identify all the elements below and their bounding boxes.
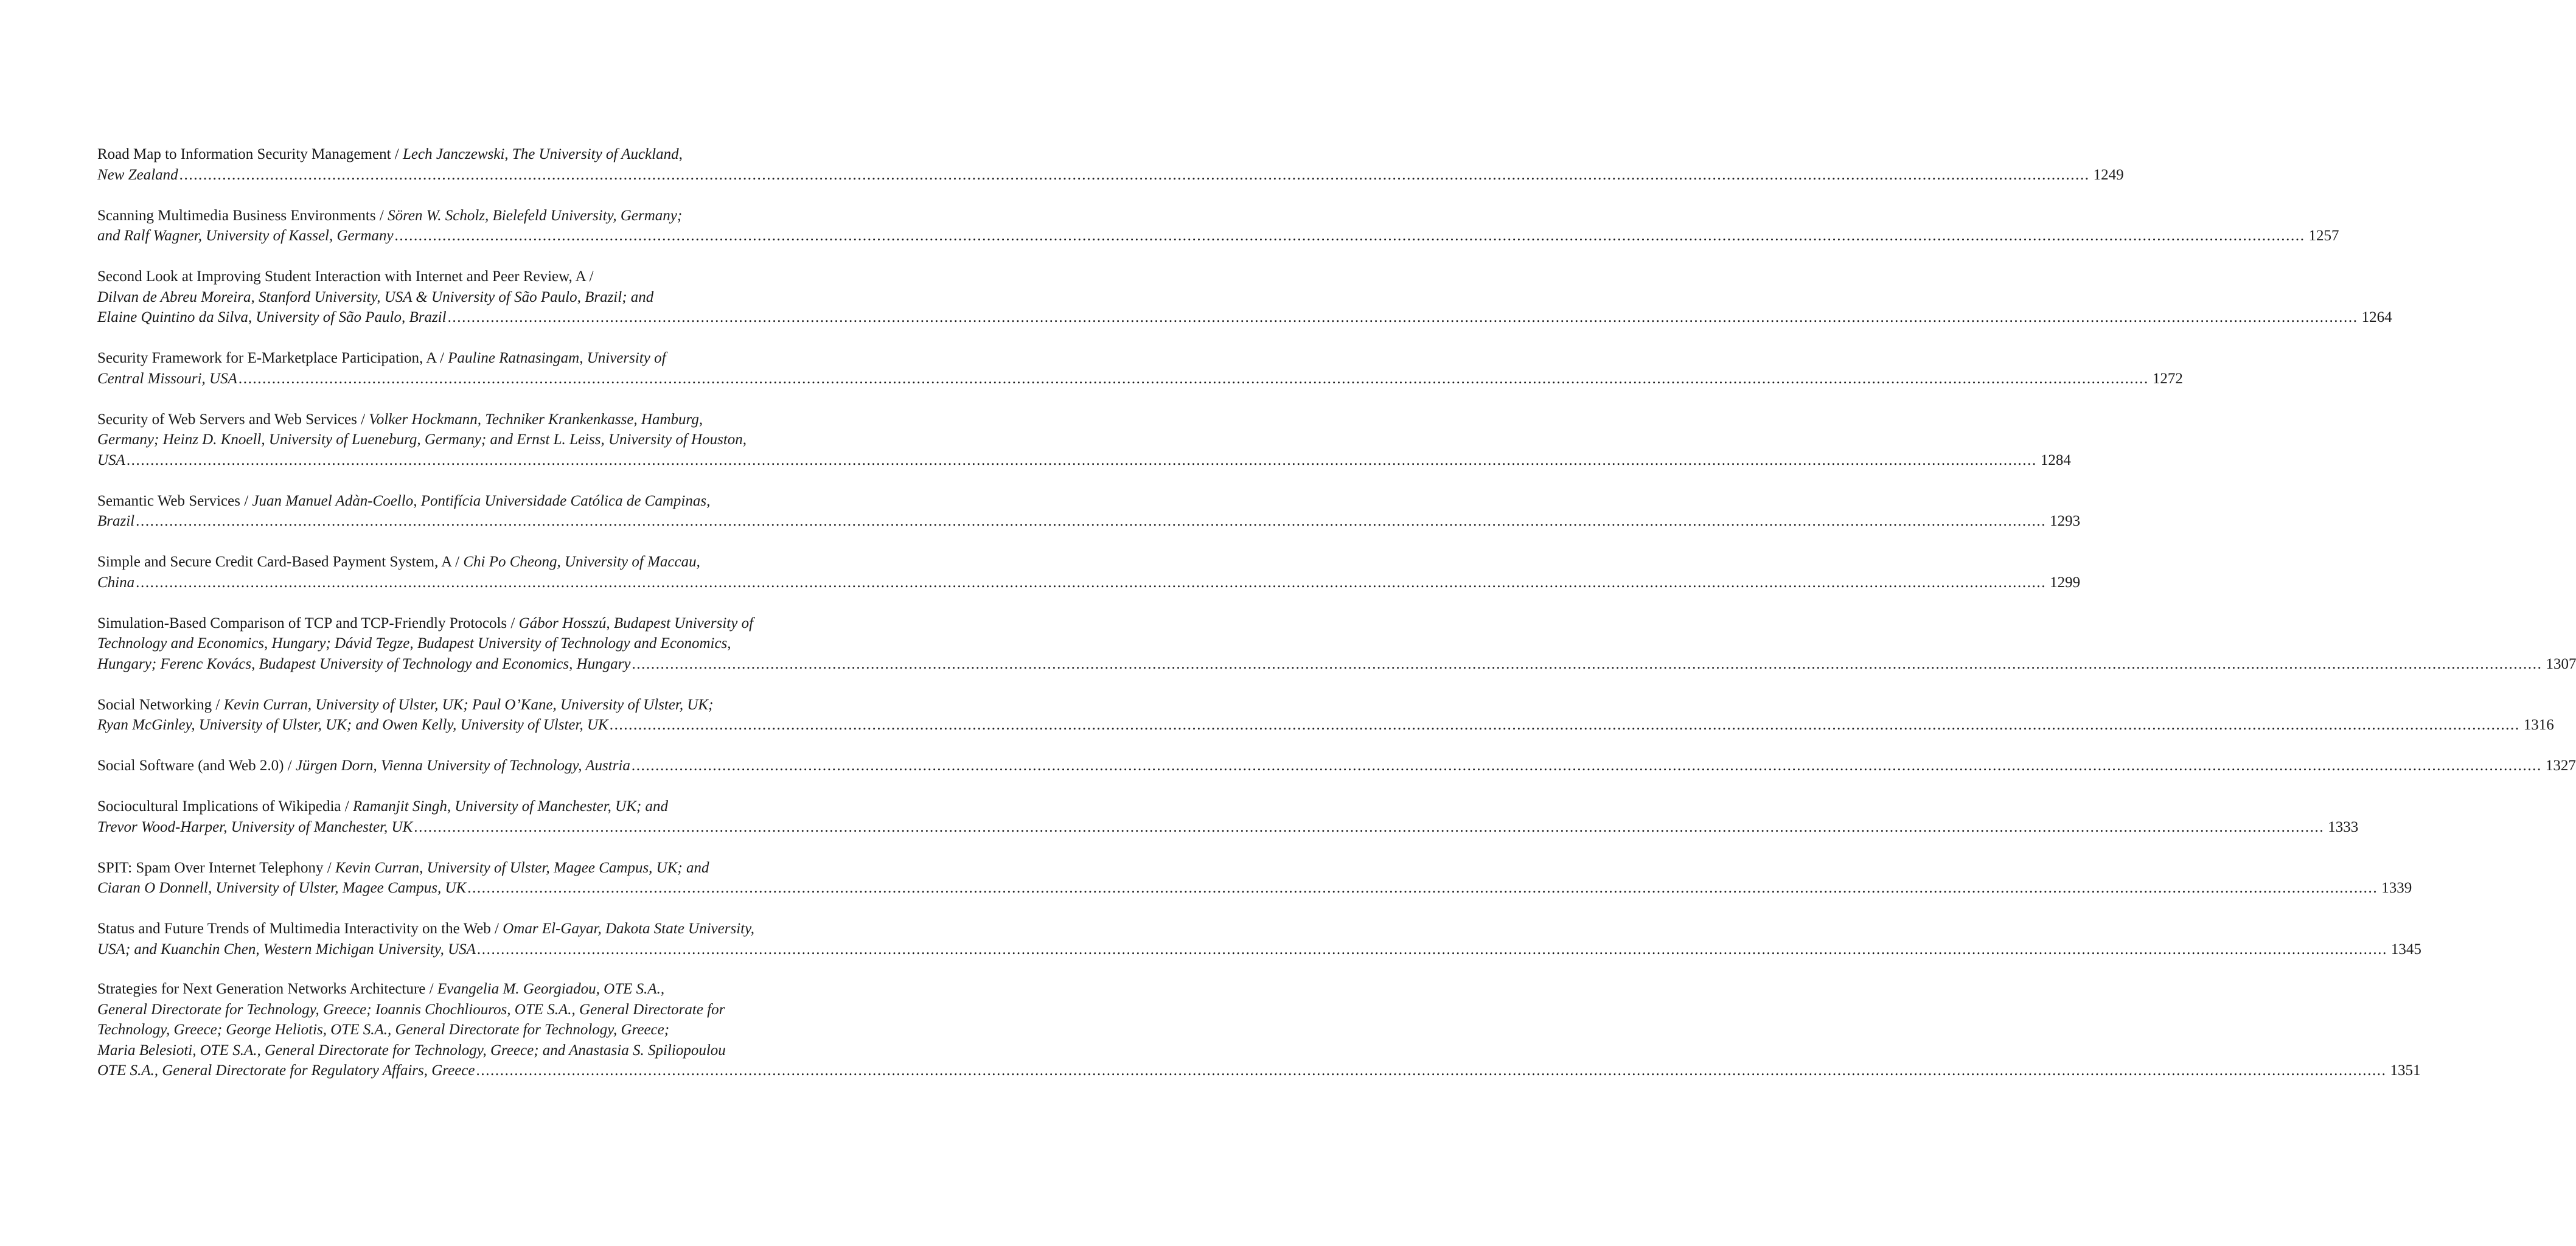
toc-entry-line — [97, 1020, 846, 1040]
toc-entry-line: Security Framework for E-Marketplace Participation, A / Pauline Ratnasingam, University of — [97, 350, 666, 366]
toc-entry-last-line — [97, 715, 2554, 736]
toc-entry-line: SPIT: Spam Over Internet Telephony / Kevin Curran, University of Ulster, Magee Campus, UK; and — [97, 859, 709, 876]
entry-authors: Elaine Quintino da Silva, University of São Paulo, Brazil — [97, 309, 447, 325]
page-number: 1293 — [2050, 513, 2081, 529]
toc-entry-line: Simulation-Based Comparison of TCP and TCP-Friendly Protocols / Gábor Hosszú, Budapest University of — [97, 614, 754, 632]
entry-authors: Kevin Curran, University of Ulster, Magee Campus, UK; and — [335, 859, 709, 876]
toc-entry-line — [97, 633, 846, 654]
page-number: 1351 — [2390, 1062, 2421, 1079]
entry-title: Scanning Multimedia Business Environments — [97, 207, 376, 224]
toc-entry-last-line — [97, 369, 2183, 389]
toc-entry-line — [97, 287, 846, 308]
page-number: 1249 — [2093, 166, 2124, 183]
entry-authors: Maria Belesioti, OTE S.A., General Directorate for Technology, Greece; and Anastasia S. Spiliopoulou — [97, 1042, 726, 1059]
dot-leader: ................................................................................................................................................................................................................................................................................................................................................................................................................ — [476, 941, 2387, 958]
entry-authors: New Zealand — [97, 166, 178, 183]
dot-leader: ................................................................................................................................................................................................................................................................................................................................................................................................................ — [447, 309, 2358, 325]
entry-authors: Ciaran O Donnell, University of Ulster, Magee Campus, UK — [97, 880, 467, 896]
entry-title: Semantic Web Services — [97, 492, 240, 509]
toc-entry-line: Status and Future Trends of Multimedia Interactivity on the Web / Omar El-Gayar, Dakota State University, — [97, 921, 755, 937]
entry-authors: Germany; Heinz D. Knoell, University of Lueneburg, Germany; and Ernst L. Leiss, University of Houston, — [97, 431, 747, 448]
page-number: 1316 — [2523, 717, 2554, 733]
toc-entry — [97, 144, 2124, 185]
entry-authors: Ryan McGinley, University of Ulster, UK; and Owen Kelly, University of Ulster, UK — [97, 717, 608, 733]
page-number: 1299 — [2050, 574, 2081, 591]
toc-entry — [97, 695, 2554, 736]
dot-leader: ................................................................................................................................................................................................................................................................................................................................................................................................................ — [632, 655, 2543, 672]
entry-authors: Brazil — [97, 513, 135, 529]
entry-authors: Jürgen Dorn, Vienna University of Technology, Austria — [295, 757, 630, 774]
dot-leader: ................................................................................................................................................................................................................................................................................................................................................................................................................ — [238, 370, 2149, 387]
entry-title: Sociocultural Implications of Wikipedia — [97, 798, 341, 815]
toc-entry — [97, 552, 2081, 593]
entry-authors: Juan Manuel Adàn-Coello, Pontifícia Universidade Católica de Campinas, — [252, 492, 711, 509]
page-number: 1327 — [2545, 757, 2576, 774]
dot-leader: ................................................................................................................................................................................................................................................................................................................................................................................................................ — [414, 818, 2325, 835]
dot-leader: ................................................................................................................................................................................................................................................................................................................................................................................................................ — [179, 166, 2090, 183]
entry-authors: Central Missouri, USA — [97, 370, 237, 387]
dot-leader: ................................................................................................................................................................................................................................................................................................................................................................................................................ — [394, 228, 2305, 244]
toc-entry — [97, 491, 2081, 532]
dot-leader: ................................................................................................................................................................................................................................................................................................................................................................................................................ — [136, 513, 2047, 529]
page-number: 1257 — [2308, 228, 2339, 244]
dot-leader: ................................................................................................................................................................................................................................................................................................................................................................................................................ — [126, 451, 2037, 468]
entry-authors: Gábor Hosszú, Budapest University of — [518, 614, 754, 632]
toc-entry — [97, 979, 2421, 1081]
toc-entry-line: Semantic Web Services / Juan Manuel Adàn-Coello, Pontifícia Universidade Católica de Campinas, — [97, 492, 711, 509]
toc-entry-line: Security of Web Servers and Web Services / Volker Hockmann, Techniker Krankenkasse, Hamburg, — [97, 411, 703, 428]
entry-title: Security of Web Servers and Web Services — [97, 411, 357, 428]
entry-authors: Volker Hockmann, Techniker Krankenkasse, Hamburg, — [369, 411, 703, 428]
toc-entry-last-line — [97, 1060, 2421, 1081]
toc-entry-line — [97, 1000, 846, 1020]
entry-title: Social Software (and Web 2.0) — [97, 757, 284, 774]
toc-entry — [97, 348, 2183, 389]
entry-authors: Sören W. Scholz, Bielefeld University, Germany; — [388, 207, 683, 224]
toc-entry-line: Simple and Secure Credit Card-Based Payment System, A / Chi Po Cheong, University of Maccau, — [97, 554, 700, 570]
entry-authors: Omar El-Gayar, Dakota State University, — [503, 921, 755, 937]
entry-title: Simulation-Based Comparison of TCP and TCP-Friendly Protocols — [97, 614, 507, 632]
toc-entry — [97, 919, 2421, 959]
toc-entry-last-line — [97, 939, 2421, 960]
entry-title: Security Framework for E-Marketplace Participation, A — [97, 350, 436, 366]
entry-title: Second Look at Improving Student Interaction with Internet and Peer Review, A — [97, 268, 586, 285]
toc-entry — [97, 858, 2412, 899]
entry-authors: Chi Po Cheong, University of Maccau, — [463, 554, 700, 570]
toc-entry-last-line — [97, 307, 2392, 328]
entry-title: Road Map to Information Security Management — [97, 146, 391, 162]
entry-authors: Ramanjit Singh, University of Manchester, UK; and — [352, 798, 668, 815]
dot-leader: ................................................................................................................................................................................................................................................................................................................................................................................................................ — [467, 880, 2378, 896]
page-number: 1339 — [2381, 880, 2412, 896]
entry-authors: Lech Janczewski, The University of Auckland, — [402, 146, 683, 162]
toc-entry-last-line — [97, 878, 2412, 899]
entry-authors: and Ralf Wagner, University of Kassel, Germany — [97, 228, 394, 244]
entry-title: Strategies for Next Generation Networks Architecture — [97, 981, 426, 997]
toc-entry-last-line — [97, 511, 2081, 532]
toc-entry-line: Second Look at Improving Student Interaction with Internet and Peer Review, A / — [97, 268, 594, 285]
dot-leader: ................................................................................................................................................................................................................................................................................................................................................................................................................ — [136, 574, 2047, 591]
entry-authors: USA — [97, 451, 125, 468]
dot-leader: ................................................................................................................................................................................................................................................................................................................................................................................................................ — [609, 717, 2520, 733]
toc-entry — [97, 206, 2339, 246]
page-number: 1307 — [2546, 655, 2576, 672]
page-number: 1333 — [2328, 818, 2359, 835]
toc-entry — [97, 266, 2392, 328]
entry-authors: General Directorate for Technology, Greece; Ioannis Chochliouros, OTE S.A., General Directorate for — [97, 1001, 725, 1018]
toc-entry-last-line — [97, 817, 2359, 838]
page-number: 1264 — [2361, 309, 2392, 325]
toc-entry — [97, 613, 2576, 675]
toc-entry-line: Sociocultural Implications of Wikipedia / Ramanjit Singh, University of Manchester, UK; and — [97, 798, 668, 815]
toc-entry-line — [97, 1040, 846, 1061]
entry-title: Status and Future Trends of Multimedia Interactivity on the Web — [97, 921, 491, 937]
toc-entry-line — [97, 430, 846, 450]
entry-title: Simple and Secure Credit Card-Based Payment System, A — [97, 554, 451, 570]
toc-entry — [97, 756, 2576, 776]
page-number: 1284 — [2040, 451, 2071, 468]
entry-authors: China — [97, 574, 135, 591]
entry-authors: Pauline Ratnasingam, University of — [448, 350, 666, 366]
toc-entry-line: Scanning Multimedia Business Environments / Sören W. Scholz, Bielefeld University, Germany; — [97, 207, 683, 224]
entry-authors: Technology, Greece; George Heliotis, OTE S.A., General Directorate for Technology, Greece; — [97, 1022, 670, 1038]
toc-entry-last-line: Social Software (and Web 2.0) / Jürgen Dorn, Vienna University of Technology, Austria ................................................................................................................................................................................................................................................................................................................................................................................................................ 1327 — [97, 756, 846, 776]
entry-authors: USA; and Kuanchin Chen, Western Michigan University, USA — [97, 941, 476, 958]
entry-title: SPIT: Spam Over Internet Telephony — [97, 859, 324, 876]
toc-entry-last-line — [97, 654, 2576, 675]
dot-leader: ................................................................................................................................................................................................................................................................................................................................................................................................................ — [476, 1062, 2387, 1079]
entry-title: Social Networking — [97, 696, 212, 713]
entry-authors: Dilvan de Abreu Moreira, Stanford University, USA & University of São Paulo, Brazil; and — [97, 288, 654, 305]
table-of-contents — [97, 144, 2576, 1101]
toc-entry — [97, 796, 2359, 837]
entry-authors: Hungary; Ferenc Kovács, Budapest University of Technology and Economics, Hungary — [97, 655, 631, 672]
entry-authors: OTE S.A., General Directorate for Regulatory Affairs, Greece — [97, 1062, 475, 1079]
dot-leader: ................................................................................................................................................................................................................................................................................................................................................................................................................ — [631, 757, 2542, 774]
toc-entry-line: Strategies for Next Generation Networks Architecture / Evangelia M. Georgiadou, OTE S.A., — [97, 981, 665, 997]
entry-authors: Evangelia M. Georgiadou, OTE S.A., — [437, 981, 665, 997]
page-number: 1345 — [2390, 941, 2421, 958]
toc-entry-last-line — [97, 165, 2124, 186]
entry-authors: Technology and Economics, Hungary; Dávid Tegze, Budapest University of Technology and Economics, — [97, 635, 731, 652]
toc-entry-line: Social Networking / Kevin Curran, University of Ulster, UK; Paul O’Kane, University of Ulster, UK; — [97, 696, 714, 713]
toc-entry-last-line — [97, 573, 2081, 593]
toc-entry-last-line — [97, 226, 2339, 246]
toc-entry — [97, 409, 2071, 471]
entry-authors: Kevin Curran, University of Ulster, UK; Paul O’Kane, University of Ulster, UK; — [223, 696, 714, 713]
toc-entry-line: Road Map to Information Security Management / Lech Janczewski, The University of Auckland, — [97, 146, 683, 162]
page-number: 1272 — [2152, 370, 2183, 387]
entry-authors: Trevor Wood-Harper, University of Manchester, UK — [97, 818, 413, 835]
toc-entry-last-line — [97, 450, 2071, 471]
